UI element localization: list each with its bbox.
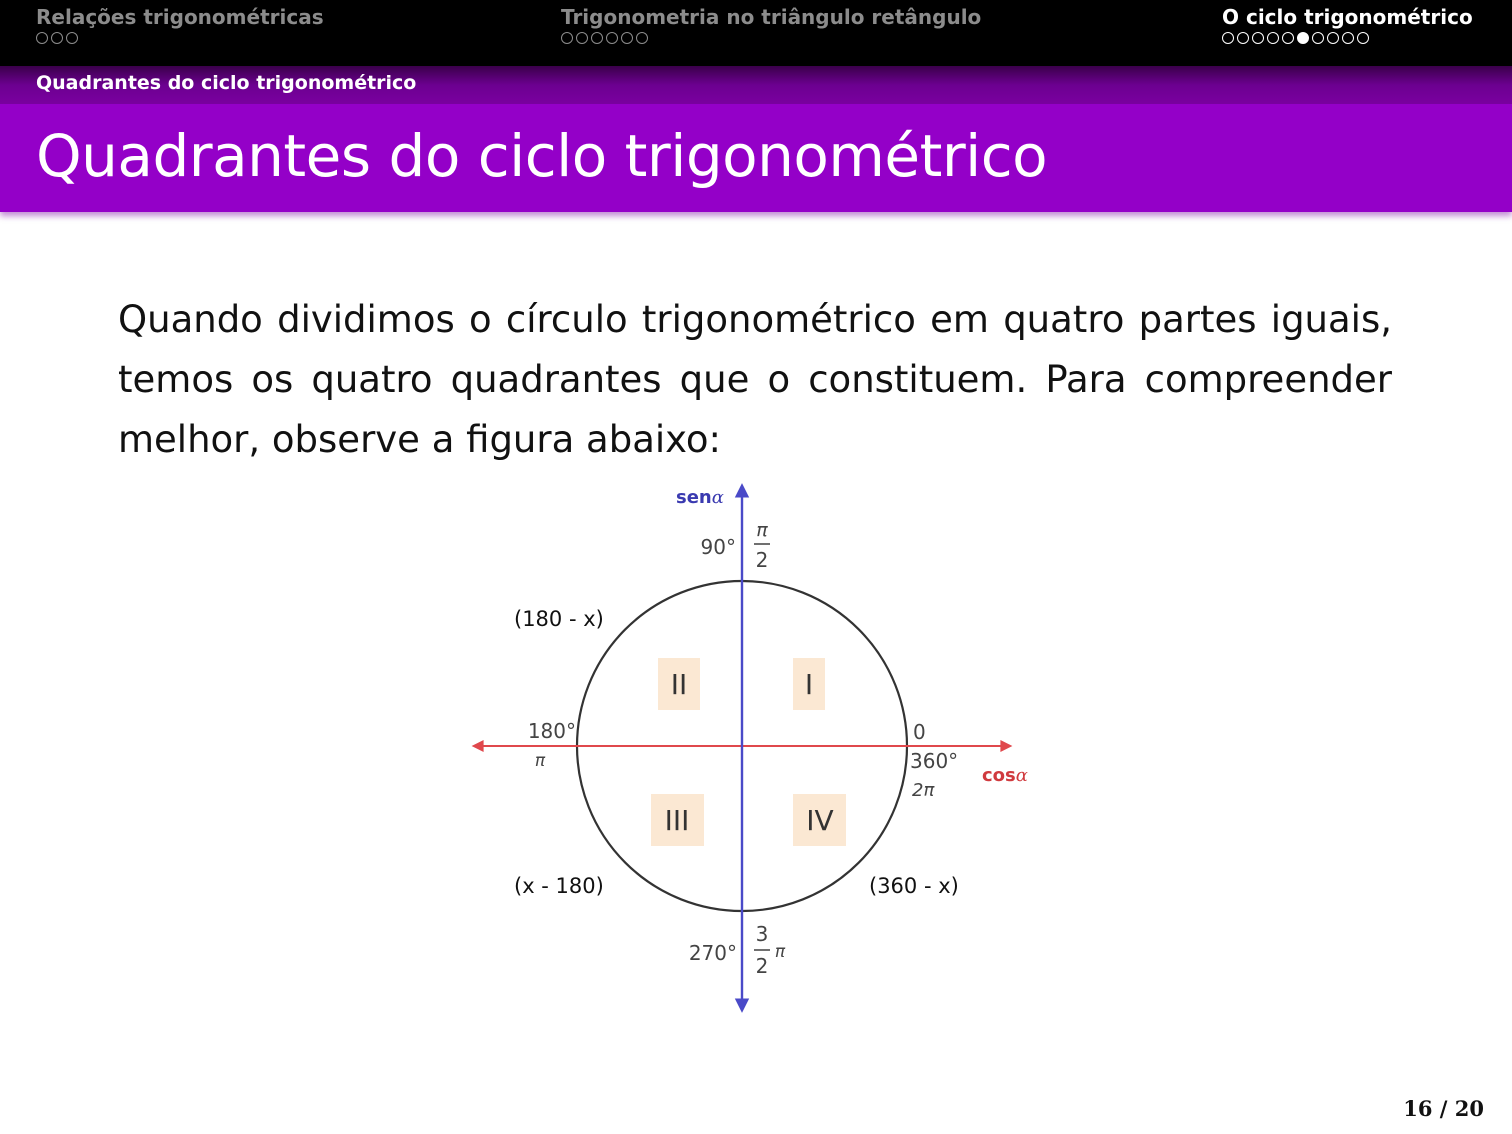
formula-q4: (360 - x) [869, 874, 959, 898]
frame-dot-current[interactable] [1297, 32, 1309, 44]
title-bar [0, 104, 1512, 212]
page-number [1403, 1096, 1484, 1121]
label-pi: π [534, 751, 546, 771]
frame-dot[interactable] [576, 32, 588, 44]
frame-dot[interactable] [1327, 32, 1339, 44]
label-360-deg: 360° [910, 749, 959, 773]
trig-circle-figure [460, 476, 1060, 1040]
label-90-deg: 90° [700, 535, 736, 559]
frame-dot[interactable] [1342, 32, 1354, 44]
label-3pi-over-2-pi: π [774, 942, 786, 962]
label-zero: 0 [913, 720, 926, 744]
label-pi-over-2-den: 2 [755, 548, 769, 572]
label-3pi-over-2-den: 2 [755, 954, 769, 978]
formula-q2: (180 - x) [514, 607, 604, 631]
frame-dot[interactable] [1282, 32, 1294, 44]
frame-dot[interactable] [36, 32, 48, 44]
frame-dot[interactable] [66, 32, 78, 44]
trig-circle-svg [460, 476, 1060, 1036]
section-navigation [0, 0, 1512, 66]
nav-section-triangulo[interactable] [561, 4, 981, 46]
body-paragraph: Quando dividimos o círculo trigonométrico em quatro partes iguais, temos os quatro quadrantes que o constituem. Para compreender melhor, observe a figura abaixo: [118, 298, 1392, 461]
frame-dot[interactable] [636, 32, 648, 44]
frame-dot[interactable] [591, 32, 603, 44]
nav-section-title[interactable]: O ciclo trigonométrico [1222, 5, 1473, 29]
frame-dot[interactable] [1252, 32, 1264, 44]
label-2pi: 2π [912, 780, 935, 801]
nav-section-title[interactable]: Trigonometria no triângulo retângulo [561, 5, 982, 29]
subsection-title[interactable]: Quadrantes do ciclo trigonométrico [36, 72, 417, 94]
frame-dot[interactable] [1357, 32, 1369, 44]
quadrant-label-1: I [804, 668, 814, 701]
slide-title: Quadrantes do ciclo trigonométrico [36, 122, 1048, 190]
quadrant-label-4: IV [806, 804, 834, 837]
frame-dot[interactable] [621, 32, 633, 44]
nav-dots [1222, 30, 1473, 46]
formula-q3: (x - 180) [514, 874, 604, 898]
label-3pi-over-2-num: 3 [755, 922, 769, 946]
frame-dot[interactable] [1267, 32, 1279, 44]
label-270-deg: 270° [688, 941, 737, 965]
frame-dot[interactable] [1312, 32, 1324, 44]
page-total: 20 [1454, 1096, 1484, 1121]
frame-dot[interactable] [1237, 32, 1249, 44]
page-current: 16 [1403, 1096, 1433, 1121]
frame-dot[interactable] [561, 32, 573, 44]
frame-dot[interactable] [1222, 32, 1234, 44]
nav-section-title[interactable]: Relações trigonométricas [36, 5, 324, 29]
quadrant-label-2: II [670, 668, 688, 701]
nav-section-ciclo[interactable] [1222, 4, 1473, 46]
label-pi-over-2-num: π [756, 519, 768, 541]
page-separator: / [1439, 1096, 1448, 1121]
sin-axis-label: senα [676, 487, 724, 508]
label-180-deg: 180° [527, 719, 576, 743]
quadrant-label-3: III [664, 804, 690, 837]
cos-axis-label: cosα [982, 765, 1028, 786]
nav-dots [36, 30, 324, 46]
nav-dots [561, 30, 981, 46]
subsection-bar [0, 66, 1512, 104]
nav-section-relacoes[interactable] [36, 4, 324, 46]
frame-dot[interactable] [606, 32, 618, 44]
frame-dot[interactable] [51, 32, 63, 44]
